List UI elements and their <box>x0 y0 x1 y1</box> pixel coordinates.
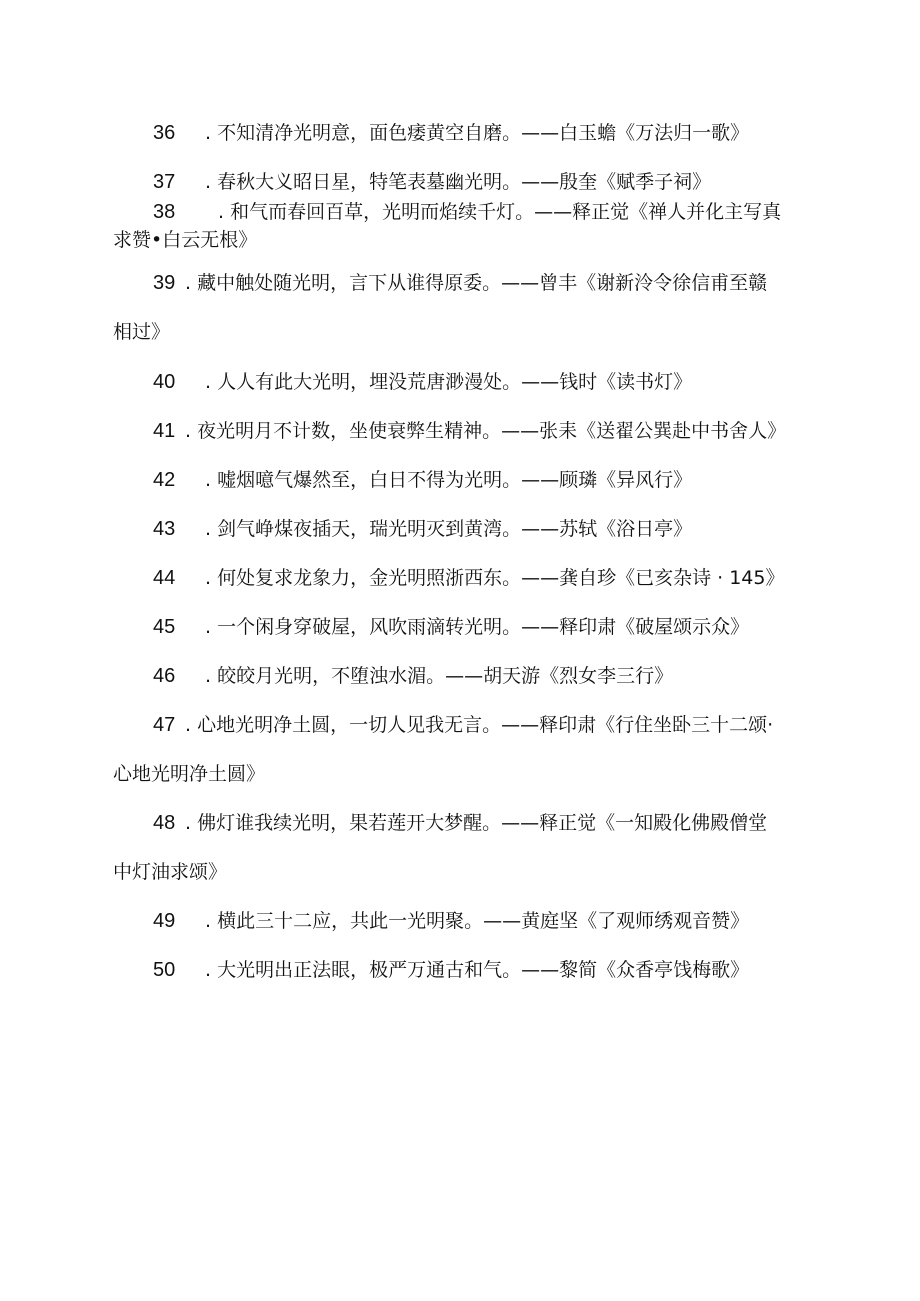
item-text: . 大光明出正法眼，极严万通古和气。——黎简《众香亭饯梅歌》 <box>205 959 750 981</box>
item-number: 46 <box>153 665 176 687</box>
item-text: . 皎皎月光明，不堕浊水湄。——胡天游《烈女李三行》 <box>205 665 674 687</box>
item-text: . 春秋大义昭日星，特笔表墓幽光明。——殷奎《赋季子祠》 <box>205 171 712 193</box>
item-text: . 心地光明净土圆，一切人见我无言。——释印肃《行住坐卧三十二颂· <box>185 714 774 736</box>
item-text: . 剑气峥煤夜插天，瑞光明灭到黄湾。——苏轼《浴日亭》 <box>205 518 693 540</box>
item-number: 42 <box>153 469 176 491</box>
item-text: . 不知清净光明意，面色痿黄空自磨。——白玉蟾《万法归一歌》 <box>205 122 750 144</box>
item-text: . 藏中触处随光明，言下从谁得原委。——曾丰《谢新泠令徐信甫至赣 <box>185 272 768 294</box>
item-number: 38 <box>153 201 176 223</box>
item-number: 40 <box>153 371 176 393</box>
item-text: . 一个闲身穿破屋，风吹雨滴转光明。——释印肃《破屋颂示众》 <box>205 616 750 638</box>
item-number: 48 <box>153 812 176 834</box>
item-text: . 夜光明月不计数，坐使衰弊生精神。——张耒《送翟公巽赴中书舍人》 <box>185 420 787 442</box>
item-text: . 和气而春回百草，光明而焰续千灯。——释正觉《禅人并化主写真 <box>218 201 782 223</box>
item-number: 47 <box>153 714 176 736</box>
item-number: 36 <box>153 122 176 144</box>
item-number: 44 <box>153 567 176 589</box>
item-text: . 人人有此大光明，埋没荒唐渺漫处。——钱时《读书灯》 <box>205 371 693 393</box>
item-text: . 嘘烟噫气爆然至，白日不得为光明。——顾璘《异风行》 <box>205 469 693 491</box>
item-number: 45 <box>153 616 176 638</box>
item-number: 49 <box>153 910 176 932</box>
item-text-continuation: 相过》 <box>113 321 171 343</box>
item-text: . 佛灯谁我续光明，果若莲开大梦醒。——释正觉《一知殿化佛殿僧堂 <box>185 812 768 834</box>
item-number: 50 <box>153 959 176 981</box>
item-text-continuation: 心地光明净土圆》 <box>113 763 266 785</box>
item-number: 39 <box>153 272 176 294</box>
item-text: . 何处复求龙象力，金光明照浙西东。——龚自珍《已亥杂诗 · 145》 <box>205 567 785 589</box>
item-text-continuation: 中灯油求颂》 <box>113 861 228 883</box>
item-text: . 横此三十二应，共此一光明聚。——黄庭坚《了观师绣观音赞》 <box>205 910 750 932</box>
item-number: 41 <box>153 420 176 442</box>
item-text-continuation: 求赞•白云无根》 <box>113 229 258 251</box>
item-number: 43 <box>153 518 176 540</box>
item-number: 37 <box>153 171 176 193</box>
